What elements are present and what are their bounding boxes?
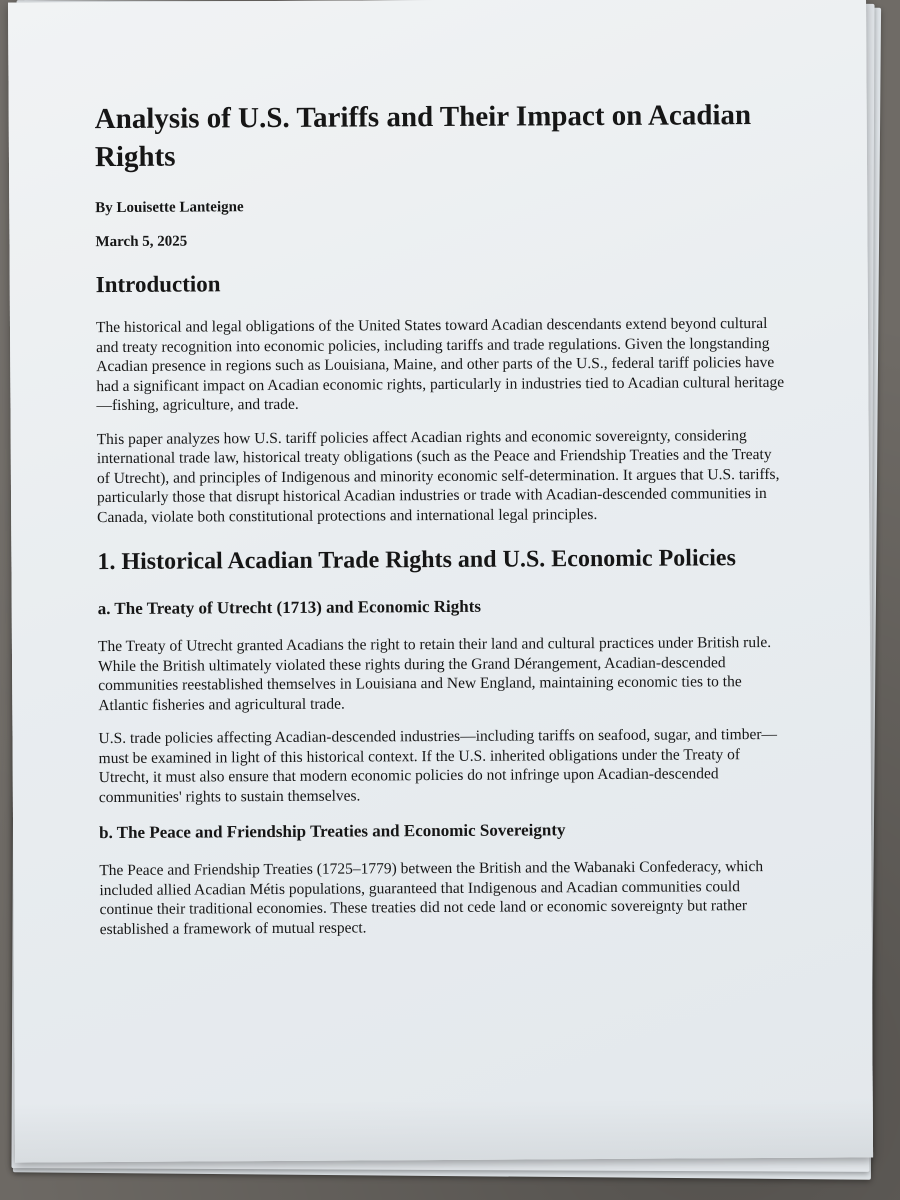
page-shading (15, 1097, 873, 1162)
subsection-a-paragraph-1: The Treaty of Utrecht granted Acadians the right to retain their land and cultural practices under British rule. While the British ultimately violated these rights during the Grand Dérangement, Acadian-descended communities reestablished themselves in Louisiana and New England, maintaining economic ties to the Atlantic fisheries and agricultural trade. (97, 633, 772, 714)
subsection-b-heading: b. The Peace and Friendship Treaties and Economic Sovereignty (99, 820, 566, 843)
section-1-heading: 1. Historical Acadian Trade Rights and U.S. Economic Policies (97, 545, 736, 576)
subsection-a-paragraph-2: U.S. trade policies affecting Acadian-descended industries—including tariffs on seafood, sugar, and timber—must be examined in light of this historical context. If the U.S. inherited obligations under the Treaty of Utrecht, it must also ensure that modern economic policies do not infringe upon Acadian-descended communities' rights to sustain themselves. (98, 725, 778, 806)
document-content (95, 96, 790, 953)
document-page (8, 0, 873, 1163)
subsection-b-paragraph-1: The Peace and Friendship Treaties (1725–1779) between the British and the Wabanaki Confederacy, which included allied Acadian Métis populations, guaranteed that Indigenous and Acadian communities could continue their traditional economies. These treaties did not cede land or economic sovereignty but rather established a framework of mutual respect. (99, 858, 764, 938)
document-title: Analysis of U.S. Tariffs and Their Impact on Acadian Rights (94, 99, 752, 174)
introduction-paragraph-2: This paper analyzes how U.S. tariff policies affect Acadian rights and economic sovereignty, considering international trade law, historical treaty obligations (such as the Peace and Friendship Treaties and the Treaty of Utrecht), and principles of Indigenous and minority economic self-determination. It argues that U.S. tariffs, particularly those that disrupt historical Acadian industries or trade with Acadian-descended communities in Canada, violate both constitutional protections and international legal principles. (96, 426, 780, 526)
subsection-a-heading: a. The Treaty of Utrecht (1713) and Economic Rights (97, 596, 482, 619)
author-byline: By Louisette Lanteigne (95, 199, 244, 217)
document-date: March 5, 2025 (95, 233, 188, 251)
introduction-paragraph-1: The historical and legal obligations of the United States toward Acadian descendants extend beyond cultural and treaty recognition into economic policies, including tariffs and trade regulations. Given the longstanding Acadian presence in regions such as Louisiana, Maine, and other parts of the U.S., federal tariff policies have had a significant impact on Acadian economic rights, particularly in industries tied to Acadian cultural heritage—fishing, agriculture, and trade. (95, 314, 785, 415)
introduction-heading: Introduction (95, 271, 221, 298)
